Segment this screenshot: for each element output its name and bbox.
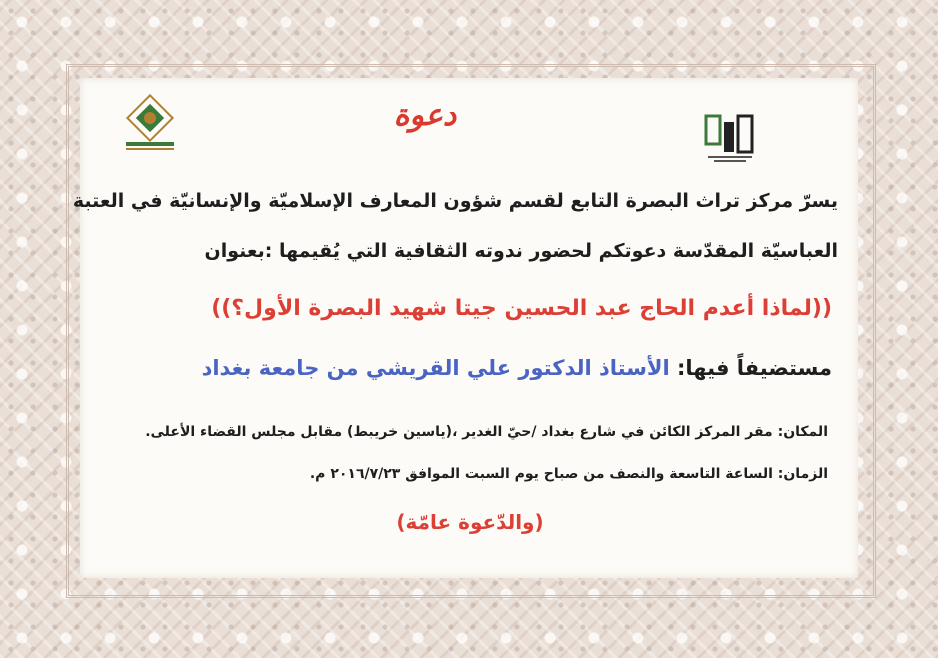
place-line: المكان: مقر المركز الكائن في شارع بغداد /حيّ الغدير ،(ياسين خريبط) مقابل مجلس القضاء الأعلى. <box>145 424 828 440</box>
intro-line-1: يسرّ مركز تراث البصرة التابع لقسم شؤون المعارف الإسلاميّة والإنسانيّة في العتبة <box>72 190 838 212</box>
abbasid-shrine-logo-icon <box>120 94 180 154</box>
guest-prefix: مستضيفاً فيها: <box>677 356 832 380</box>
closing-line: (والدّعوة عامّة) <box>396 510 544 534</box>
intro-line-2: العباسيّة المقدّسة دعوتكم لحضور ندوته الثقافية التي يُقيمها :بعنوان <box>204 240 838 262</box>
guest-name: الأستاذ الدكتور علي القريشي من جامعة بغداد <box>201 356 670 380</box>
seminar-title: ((لماذا أعدم الحاج عبد الحسين جيتا شهيد البصرة الأول؟)) <box>211 296 832 321</box>
guest-line <box>202 356 832 380</box>
invitation-title: دعوة <box>393 98 457 133</box>
turath-basra-logo-icon <box>700 112 760 166</box>
time-line: الزمان: الساعة التاسعة والنصف من صباح يوم السبت الموافق ٢٠١٦/٧/٢٣ م. <box>309 466 828 482</box>
